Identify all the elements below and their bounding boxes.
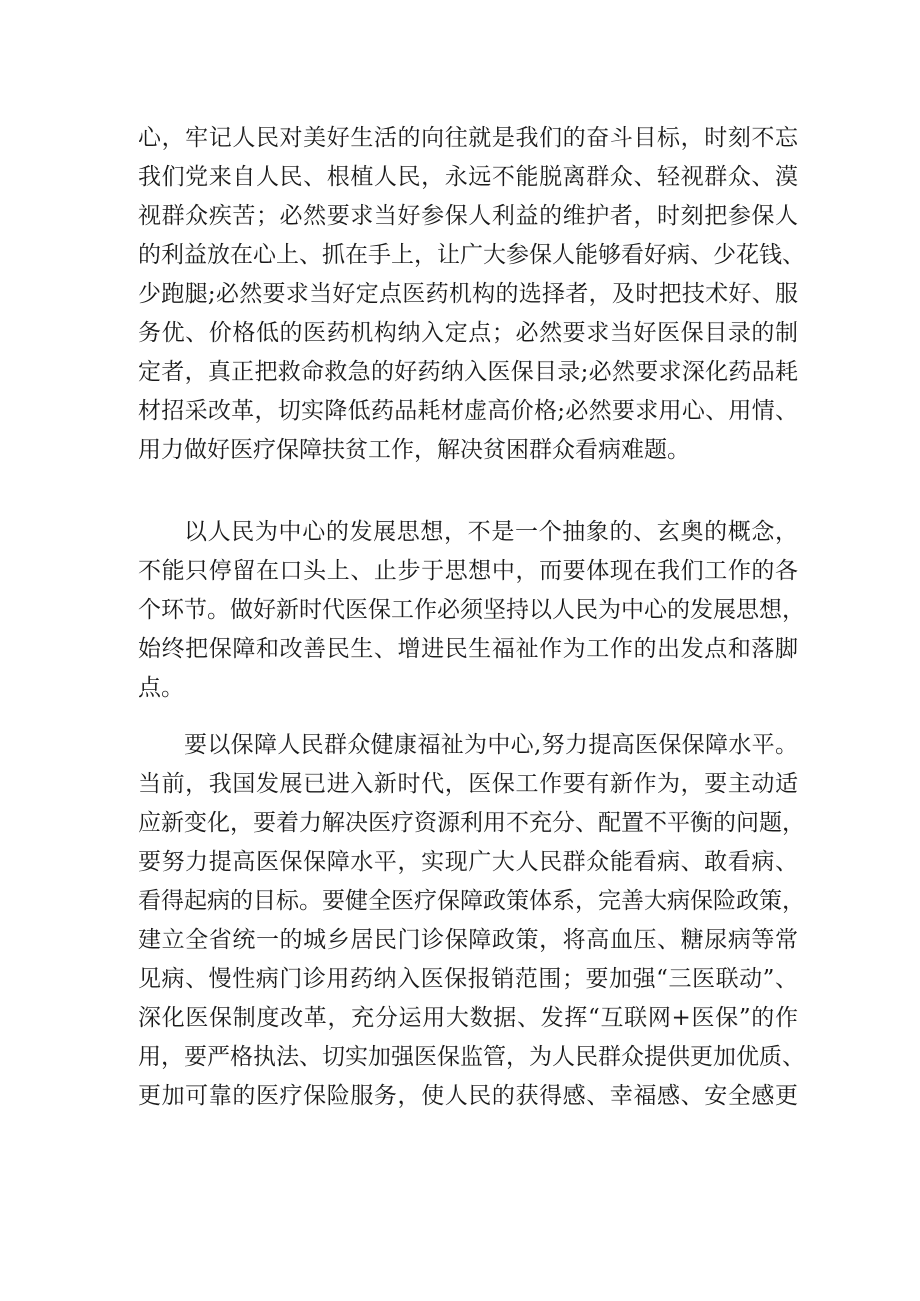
text-line: 点。 xyxy=(138,675,184,701)
text-line: 用，要严格执法、切实加强医保监管，为人民群众提供更加优质、 xyxy=(138,1044,805,1070)
paragraph-3 xyxy=(138,726,805,1116)
text-line: 少跑腿;必然要求当好定点医药机构的选择者，及时把技术好、服 xyxy=(138,281,798,307)
text-line: 更加可靠的医疗保险服务，使人民的获得感、幸福感、安全感更 xyxy=(138,1083,798,1109)
text-line: 定者，真正把救命救急的好药纳入医保目录;必然要求深化药品耗 xyxy=(138,359,798,385)
text-line: 要努力提高医保保障水平，实现广大人民群众能看病、敢看病、 xyxy=(138,849,798,875)
text-line: 深化医保制度改革，充分运用大数据、发挥“互联网+医保”的作 xyxy=(138,1005,798,1031)
text-line: 心，牢记人民对美好生活的向往就是我们的奋斗目标，时刻不忘 xyxy=(138,125,798,151)
text-line: 的利益放在心上、抓在手上，让广大参保人能够看好病、少花钱、 xyxy=(138,242,805,268)
text-line: 应新变化，要着力解决医疗资源利用不充分、配置不平衡的问题， xyxy=(138,810,805,836)
text-line: 材招采改革，切实降低药品耗材虚高价格;必然要求用心、用情、 xyxy=(138,398,798,424)
text-line: 务优、价格低的医药机构纳入定点；必然要求当好医保目录的制 xyxy=(138,320,798,346)
text-line: 见病、慢性病门诊用药纳入医保报销范围；要加强“三医联动”、 xyxy=(138,966,798,992)
text-line: 看得起病的目标。要健全医疗保障政策体系，完善大病保险政策， xyxy=(138,888,805,914)
paragraph-2 xyxy=(138,513,805,708)
text-line: 个环节。做好新时代医保工作必须坚持以人民为中心的发展思想， xyxy=(138,597,805,623)
paragraph-1 xyxy=(138,119,805,470)
text-line: 不能只停留在口头上、止步于思想中，而要体现在我们工作的各 xyxy=(138,558,798,584)
text-line: 视群众疾苦；必然要求当好参保人利益的维护者，时刻把参保人 xyxy=(138,203,798,229)
text-line: 用力做好医疗保障扶贫工作，解决贫困群众看病难题。 xyxy=(138,437,690,463)
text-line: 要以保障人民群众健康福祉为中心,努力提高医保保障水平。 xyxy=(184,732,798,758)
text-line: 始终把保障和改善民生、增进民生福祉作为工作的出发点和落脚 xyxy=(138,636,798,662)
text-line: 建立全省统一的城乡居民门诊保障政策，将高血压、糖尿病等常 xyxy=(138,927,798,953)
text-line: 以人民为中心的发展思想，不是一个抽象的、玄奥的概念， xyxy=(184,519,798,545)
text-line: 当前，我国发展已进入新时代，医保工作要有新作为，要主动适 xyxy=(138,771,798,797)
text-line: 我们党来自人民、根植人民，永远不能脱离群众、轻视群众、漠 xyxy=(138,164,798,190)
